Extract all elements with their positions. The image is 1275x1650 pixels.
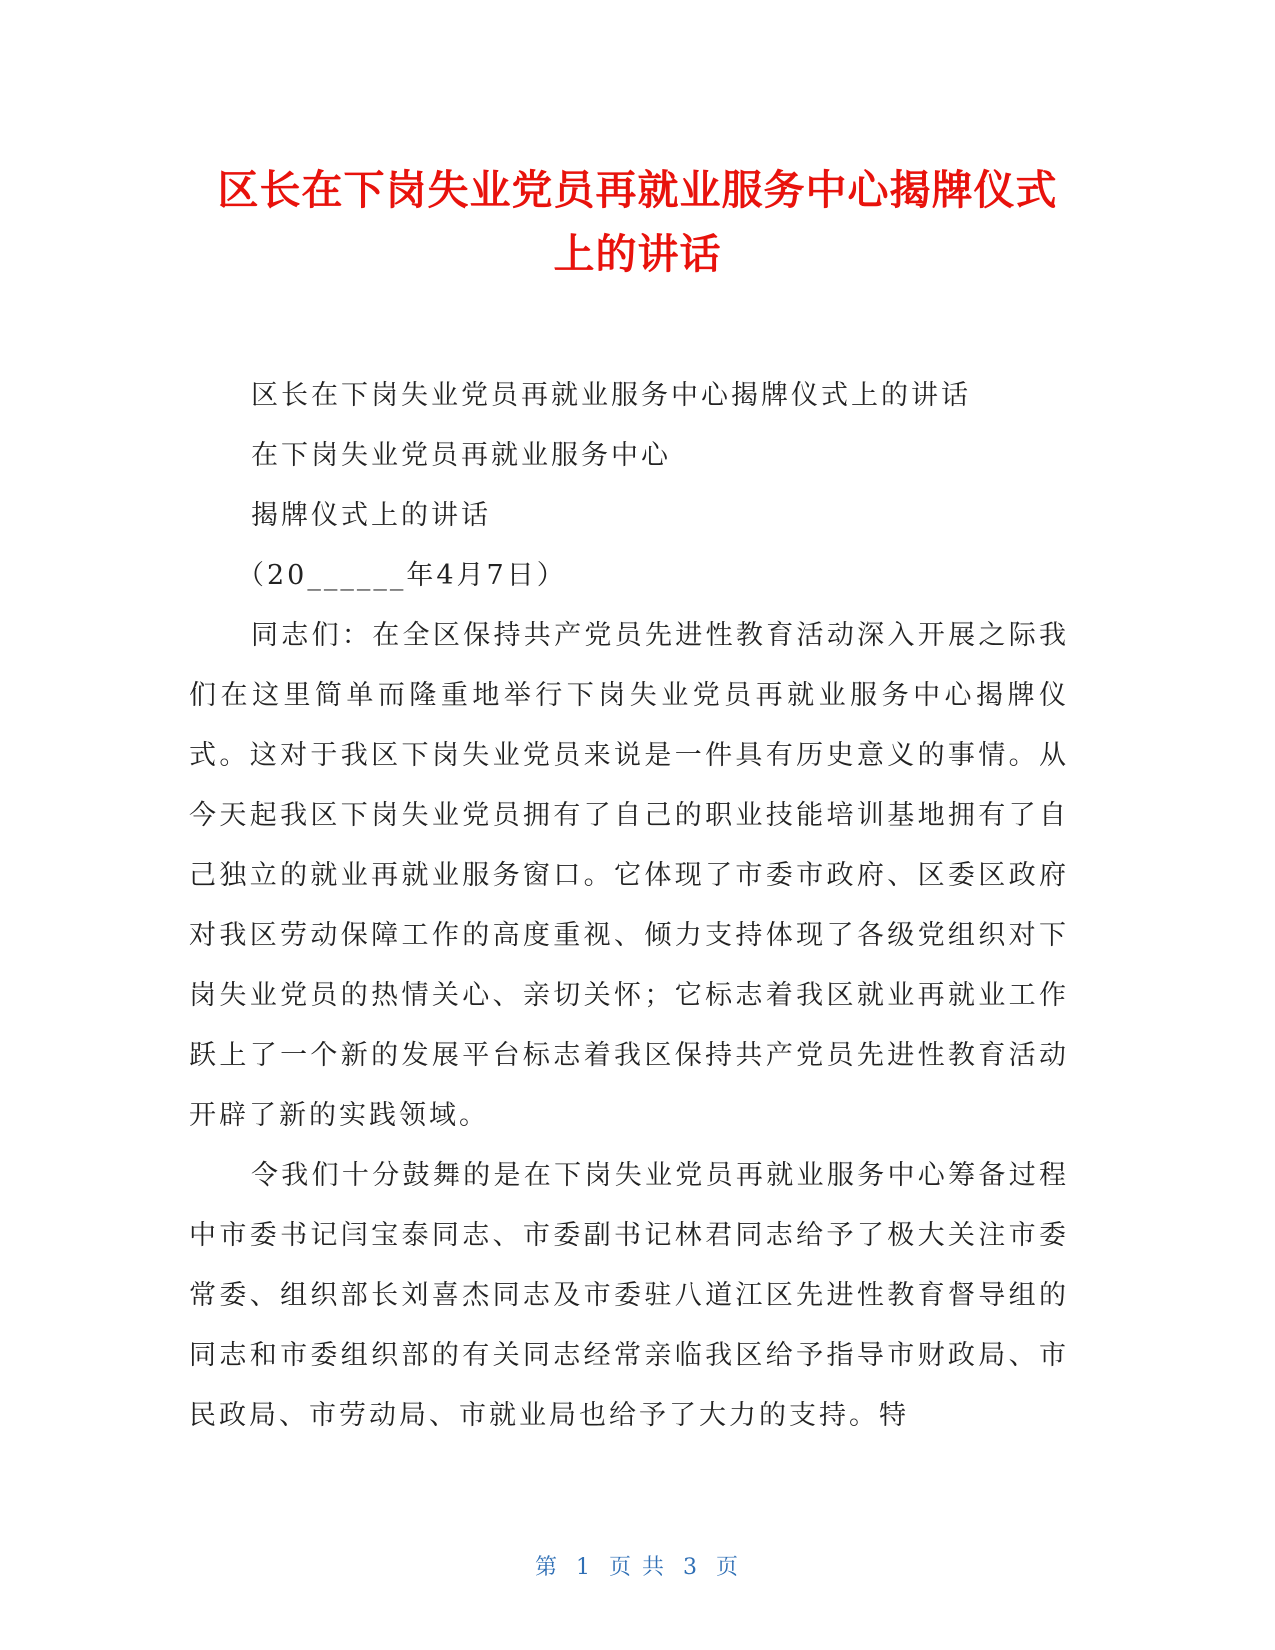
- paragraph-subtitle-2: 揭牌仪式上的讲话: [251, 500, 491, 531]
- page-footer: [0, 1550, 1275, 1581]
- footer-prefix: 第: [534, 1555, 559, 1580]
- footer-current-page: 1: [576, 1555, 592, 1580]
- document-body: [189, 366, 1069, 1446]
- title-line-2: 上的讲话: [553, 230, 722, 278]
- paragraph-heading: 区长在下岗失业党员再就业服务中心揭牌仪式上的讲话: [251, 380, 971, 411]
- document-title: [150, 158, 1125, 286]
- footer-total-pages: 3: [683, 1555, 699, 1580]
- paragraph-body-2: 令我们十分鼓舞的是在下岗失业党员再就业服务中心筹备过程中市委书记闫宝泰同志、市委副书记林君同志给予了极大关注市委常委、组织部长刘喜杰同志及市委驻八道江区先进性教育督导组的同志和市委组织部的有关同志经常亲临我区给予指导市财政局、市民政局、市劳动局、市就业局也给予了大力的支持。特: [189, 1160, 1069, 1431]
- footer-suffix: 页: [716, 1555, 741, 1580]
- paragraph-subtitle-1: 在下岗失业党员再就业服务中心: [251, 440, 671, 471]
- footer-middle: 页 共: [609, 1555, 666, 1580]
- title-line-1: 区长在下岗失业党员再就业服务中心揭牌仪式: [217, 166, 1058, 214]
- paragraph-body-1: 同志们：在全区保持共产党员先进性教育活动深入开展之际我们在这里简单而隆重地举行下岗失业党员再就业服务中心揭牌仪式。这对于我区下岗失业党员来说是一件具有历史意义的事情。从今天起我区下岗失业党员拥有了自己的职业技能培训基地拥有了自己独立的就业再就业服务窗口。它体现了市委市政府、区委区政府对我区劳动保障工作的高度重视、倾力支持体现了各级党组织对下岗失业党员的热情关心、亲切关怀；它标志着我区就业再就业工作跃上了一个新的发展平台标志着我区保持共产党员先进性教育活动开辟了新的实践领域。: [189, 620, 1069, 1131]
- paragraph-date: （20______年4月7日）: [237, 560, 567, 591]
